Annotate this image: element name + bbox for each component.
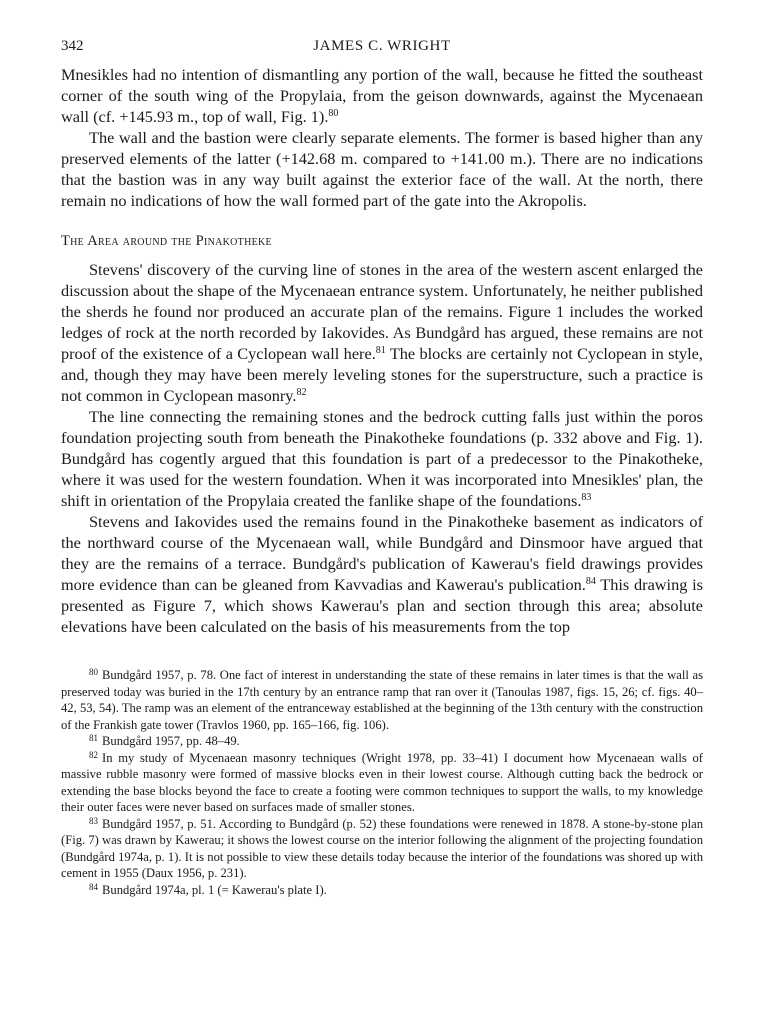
footnote bbox=[61, 750, 703, 816]
paragraph-3-text-b: The blocks are certainly not Cyclopean in style, and, though they may have been merely leveling stones for the superstructure, such a practice is not common in Cyclopean masonry. bbox=[61, 344, 703, 405]
paragraph-5 bbox=[61, 511, 703, 637]
paragraph-4-text: The line connecting the remaining stones and the bedrock cutting falls just within the poros foundation projecting south from beneath the Pinakotheke foundations (p. 332 above and Fig. 1). Bundgård has cogently argued that this foundation is part of a predecessor to the Pinakotheke, where it was used for the western foundation. When it was incorporated into Mnesikles' plan, the shift in orientation of the Propylaia created the fanlike shape of the foundations. bbox=[61, 407, 703, 510]
footnote-text: Bundgård 1957, pp. 48–49. bbox=[102, 734, 240, 748]
footnote-number: 83 bbox=[89, 815, 98, 826]
paragraph-3-text-a: Stevens' discovery of the curving line of stones in the area of the western ascent enlarged the discussion about the shape of the Mycenaean entrance system. Unfortunately, he neither published the sherds he found nor produced an accurate plan of the remains. Figure 1 includes the worked ledges of rock at the north recorded by Iakovides. As Bundgård has argued, these remains are not proof of the existence of a Cyclopean wall here. bbox=[61, 260, 703, 363]
running-head: JAMES C. WRIGHT bbox=[313, 38, 451, 54]
paragraph-5-text-b: This drawing is presented as Figure 7, which shows Kawerau's plan and section through this area; absolute elevations have been calculated on the basis of his measurements from the top bbox=[61, 575, 703, 636]
paragraph-1-text: Mnesikles had no intention of dismantling any portion of the wall, because he fitted the southeast corner of the south wing of the Propylaia, from the geison downwards, against the Mycenaean wall (cf. +145.93 m., top of wall, Fig. 1). bbox=[61, 65, 703, 126]
footnotes bbox=[61, 667, 703, 898]
footnote-text: Bundgård 1957, p. 78. One fact of interest in understanding the state of these remains in later times is that the wall as preserved today was buried in the 17th century by an entrance ramp that ran over it (Tanoulas 1987, figs. 15, 26; cf. figs. 40–42, 53, 54). The ramp was an element of the entranceway established at the beginning of the 13th century with the construction of the Frankish gate tower (Travlos 1960, pp. 165–166, fig. 106). bbox=[61, 668, 703, 732]
page bbox=[61, 38, 703, 898]
page-number: 342 bbox=[61, 38, 84, 54]
section-heading: The Area around the Pinakotheke bbox=[61, 233, 272, 249]
paragraph-4 bbox=[61, 406, 703, 511]
footnote-number: 80 bbox=[89, 667, 98, 677]
footnote-number: 84 bbox=[89, 881, 98, 892]
footnote-ref-80[interactable]: 80 bbox=[328, 108, 339, 119]
paragraph-2: The wall and the bastion were clearly separate elements. The former is based higher than any preserved elements of the latter (+142.68 m. compared to +141.00 m.). There are no indications that the bastion was in any way built against the exterior face of the wall. At the north, there remain no indications of how the wall formed part of the gate into the Akropolis. bbox=[61, 128, 703, 210]
paragraph-1 bbox=[61, 64, 703, 127]
footnote bbox=[61, 667, 703, 733]
footnote bbox=[61, 733, 703, 750]
footnote-ref-83[interactable]: 83 bbox=[581, 492, 592, 503]
body-text bbox=[61, 64, 703, 637]
footnote-text: Bundgård 1957, p. 51. According to Bundgård (p. 52) these foundations were renewed in 1878. A stone-by-stone plan (Fig. 7) was drawn by Kawerau; it shows the lowest course on the interior following the alignment of the projecting foundation (Bundgård 1974a, p. 1). It is not possible to view these details today because the interior of the foundations was shored up with cement in 1955 (Daux 1956, p. 231). bbox=[61, 816, 703, 880]
footnote bbox=[61, 882, 703, 899]
footnote bbox=[61, 816, 703, 882]
page-header bbox=[61, 38, 703, 64]
footnote-ref-84[interactable]: 84 bbox=[585, 576, 596, 587]
footnote-number: 81 bbox=[89, 733, 98, 743]
footnote-ref-82[interactable]: 82 bbox=[296, 387, 307, 398]
footnote-text: Bundgård 1974a, pl. 1 (= Kawerau's plate I). bbox=[102, 882, 327, 897]
footnote-number: 82 bbox=[89, 749, 98, 760]
footnote-ref-81[interactable]: 81 bbox=[375, 345, 386, 356]
paragraph-5-text-a: Stevens and Iakovides used the remains found in the Pinakotheke basement as indicators of the northward course of the Mycenaean wall, while Bundgård and Dinsmoor have argued that they are the remains of a terrace. Bundgård's publication of Kawerau's field drawings provides more evidence than can be gleaned from Kavvadias and Kawerau's publication. bbox=[61, 512, 703, 594]
paragraph-3 bbox=[61, 259, 703, 406]
footnote-text: In my study of Mycenaean masonry techniques (Wright 1978, pp. 33–41) I document how Mycenaean walls of massive rubble masonry were formed of massive blocks even in their lowest course. Although cutting back the bedrock or extending the base blocks beyond the face to create a footing were common techniques to support the walls, to my knowledge their outer faces were never based on surfaces made of smaller stones. bbox=[61, 750, 703, 814]
